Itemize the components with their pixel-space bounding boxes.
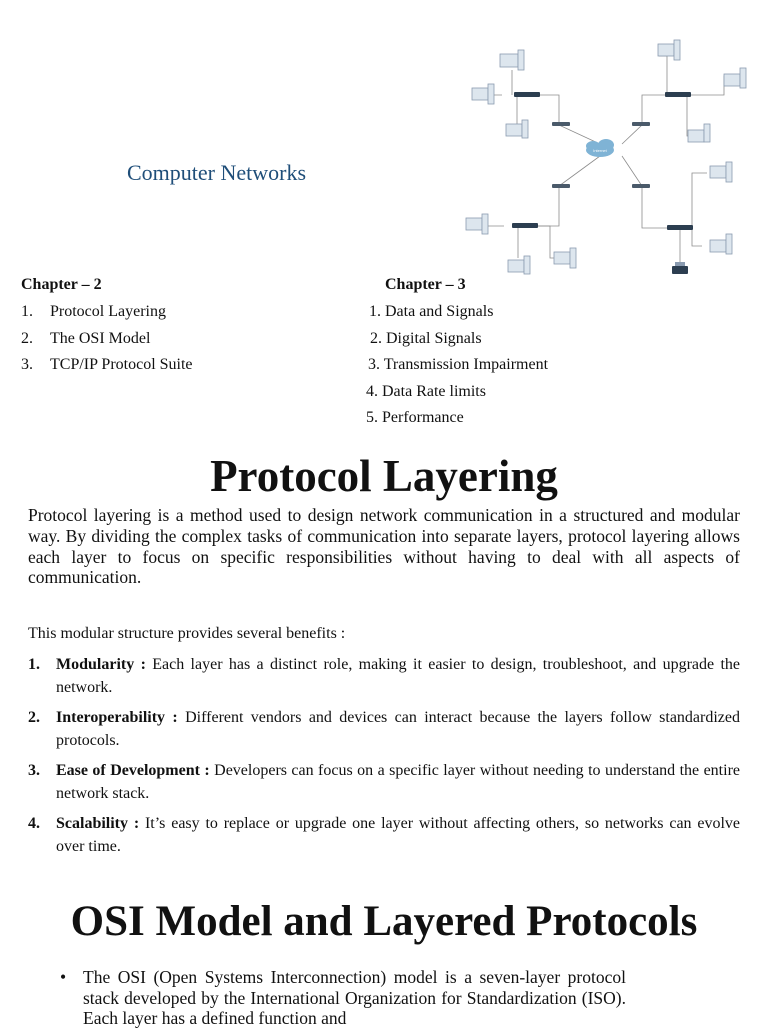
switch-icons <box>512 92 693 230</box>
benefit-text: Developers can focus on a specific layer without needing to understand the entire network stack. <box>56 762 740 802</box>
list-item: 4. Data Rate limits <box>366 382 486 400</box>
benefit-term: Modularity : <box>56 656 146 673</box>
benefit-text: Different vendors and devices can interact because the layers follow standardized protocols. <box>56 709 741 749</box>
printer-icon <box>672 262 688 274</box>
section-heading-osi-model: OSI Model and Layered Protocols <box>70 898 698 945</box>
list-item <box>28 706 740 752</box>
chapter-2-heading: Chapter – 2 <box>21 276 102 293</box>
benefit-text: Each layer has a distinct role, making it easier to design, troubleshoot, and upgrade the network. <box>56 656 740 696</box>
item-text: Protocol Layering <box>50 303 166 320</box>
list-item <box>60 967 626 1029</box>
cloud-label: Internet <box>593 148 607 153</box>
item-text: TCP/IP Protocol Suite <box>50 356 193 373</box>
item-number: 2. <box>21 329 33 347</box>
chapter-3-heading: Chapter – 3 <box>385 276 466 293</box>
section-heading-protocol-layering: Protocol Layering <box>210 451 558 501</box>
item-text: The OSI Model <box>50 329 151 347</box>
list-item <box>28 653 740 699</box>
benefit-term: Scalability : <box>56 815 140 832</box>
item-number: 1. <box>28 656 40 673</box>
benefit-term: Interoperability : <box>56 709 178 726</box>
benefit-term: Ease of Development : <box>56 762 210 779</box>
item-number: 4. <box>28 815 40 832</box>
page-title: Computer Networks <box>127 160 307 185</box>
benefit-text: It’s easy to replace or upgrade one layer without affecting others, so networks can evolve over time. <box>56 815 740 855</box>
list-item <box>28 812 740 858</box>
bullet-text: The OSI (Open Systems Interconnection) model is a seven-layer protocol stack developed by the International Organization for Standardization (ISO). Each layer has a defined function and <box>83 967 626 1028</box>
list-item: 5. Performance <box>366 409 464 426</box>
list-item: 1. Data and Signals <box>369 303 494 320</box>
internet-cloud-icon <box>586 139 614 157</box>
item-number: 3. <box>28 762 40 779</box>
list-item <box>21 326 193 353</box>
bullet-icon: • <box>60 967 67 987</box>
osi-bullet-list <box>60 967 626 1029</box>
benefits-intro: This modular structure provides several benefits : <box>28 625 346 642</box>
list-item: 3. Transmission Impairment <box>368 356 549 373</box>
chapter-2-list <box>21 299 193 379</box>
list-item <box>28 759 740 805</box>
item-number: 2. <box>28 709 40 726</box>
benefits-list <box>28 653 740 865</box>
intro-paragraph: Protocol layering is a method used to design network communication in a structured and modular way. By dividing the complex tasks of communication into separate layers, protocol layering allows each layer to focus on specific responsibilities without having to deal with all aspects of communication. <box>28 505 740 588</box>
list-item <box>21 352 193 379</box>
list-item: 2. Digital Signals <box>370 329 482 347</box>
network-links <box>484 56 728 266</box>
list-item <box>21 299 193 326</box>
item-number: 1. <box>21 303 33 320</box>
computer-icons <box>466 40 746 274</box>
chapter-3-list <box>366 299 548 432</box>
network-diagram <box>462 38 762 282</box>
chapter-2-block <box>21 276 193 379</box>
item-number: 3. <box>21 356 33 373</box>
